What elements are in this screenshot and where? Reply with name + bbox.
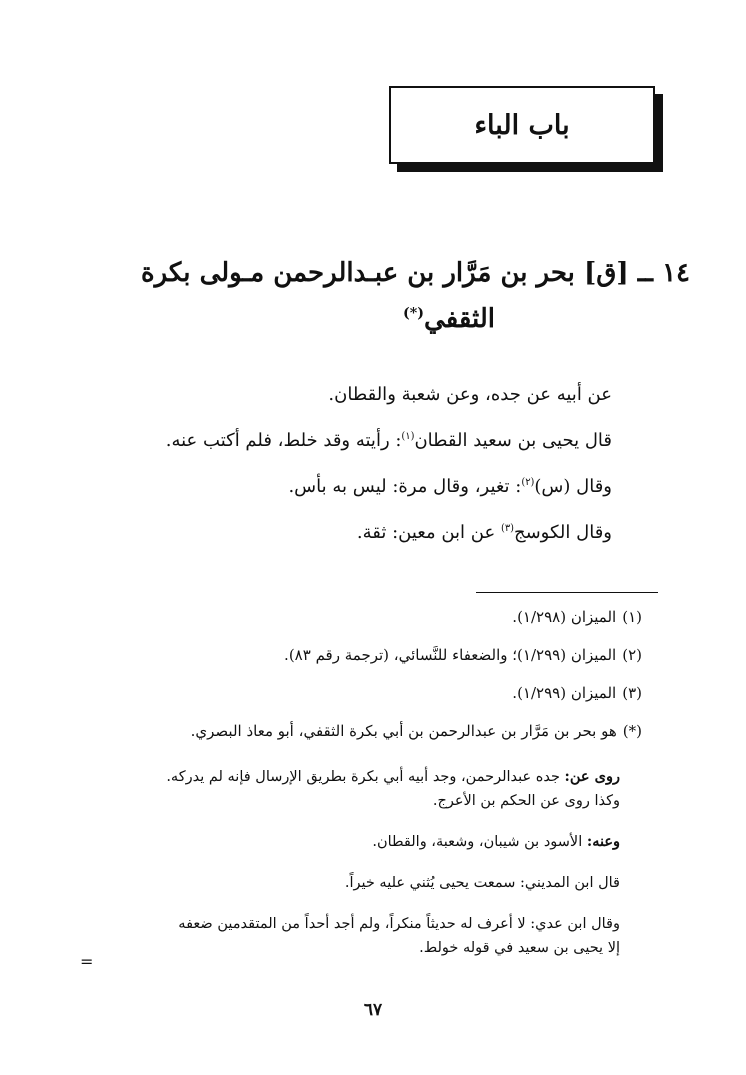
entry-heading-line2	[60, 296, 690, 342]
narrators-text: الأسود بن شيبان، وشعبة، والقطان.	[372, 834, 587, 850]
entry-heading	[60, 250, 690, 342]
body-text: : تغير، وقال مرة: ليس به بأس.	[288, 476, 522, 497]
footnote-3	[42, 674, 642, 712]
narrated-from	[100, 765, 620, 789]
body-text: وقال الكوسج	[513, 522, 612, 543]
footnote-text: الميزان (١/٢٩٩)؛ والضعفاء للنَّسائي، (ترجمة رقم ٨٣).	[284, 646, 617, 664]
footnote-mark: (٣)	[622, 684, 642, 702]
body-paragraph-2	[52, 418, 612, 464]
narrated-from-line2: وكذا روى عن الحكم بن الأعرج.	[432, 793, 620, 809]
body-text: وقال (س)	[534, 476, 612, 497]
entry-heading-line1: ١٤ ــ [ق] بحر بن مَرَّار بن عبـدالرحمن مـولى بكرة	[140, 258, 690, 288]
narrated-from-label: روى عن:	[564, 768, 620, 785]
footnote-text: الميزان (١/٢٩٩).	[512, 684, 617, 702]
footnote-mark: (١)	[622, 608, 642, 626]
footnote-1	[42, 598, 642, 636]
footnote-2	[42, 636, 642, 674]
biography-notes	[100, 765, 620, 960]
entry-body	[52, 372, 612, 556]
footnote-mark: (٢)	[622, 646, 642, 664]
body-paragraph-3	[52, 464, 612, 510]
footnotes	[42, 598, 642, 750]
footnote-ref-2: (٢)	[521, 477, 535, 488]
chapter-title-box	[389, 86, 655, 164]
continuation-mark: =	[80, 952, 94, 971]
footnote-ref-3: (٣)	[500, 523, 514, 534]
narrators-from-him	[100, 830, 620, 854]
footnote-star	[42, 712, 642, 750]
chapter-title: باب الباء	[474, 109, 570, 141]
body-paragraph-4	[52, 510, 612, 556]
entry-nisba: الثقفي	[424, 304, 495, 334]
entry-footnote-marker: (*)	[403, 305, 425, 322]
ibn-madini-quote: قال ابن المديني: سمعت يحيى يُثني عليه خيراً.	[344, 875, 620, 891]
narrated-from-text: جده عبدالرحمن، وجد أبيه أبي بكرة بطريق الإرسال فإنه لم يدركه.	[166, 769, 565, 785]
body-paragraph-1: عن أبيه عن جده، وعن شعبة والقطان.	[328, 384, 612, 405]
narrators-label: وعنه:	[586, 833, 620, 850]
body-text: قال يحيى بن سعيد القطان	[414, 430, 612, 451]
ibn-adi-quote-line2: إلا يحيى بن سعيد في قوله خولط.	[419, 940, 620, 956]
footnote-divider	[476, 592, 658, 593]
footnote-text: هو بحر بن مَرَّار بن عبدالرحمن بن أبي بكرة الثقفي، أبو معاذ البصري.	[190, 722, 617, 740]
footnote-mark: (*)	[622, 722, 642, 740]
footnote-ref-1: (١)	[401, 431, 415, 442]
page-number: ٦٧	[363, 1000, 383, 1020]
footnote-text: الميزان (١/٢٩٨).	[512, 608, 617, 626]
body-text: : رأيته وقد خلط، فلم أكتب عنه.	[165, 430, 402, 451]
ibn-adi-quote-line1: وقال ابن عدي: لا أعرف له حديثاً منكراً، ولم أجد أحداً من المتقدمين ضعفه	[178, 916, 620, 932]
body-text: عن ابن معين: ثقة.	[356, 522, 501, 543]
